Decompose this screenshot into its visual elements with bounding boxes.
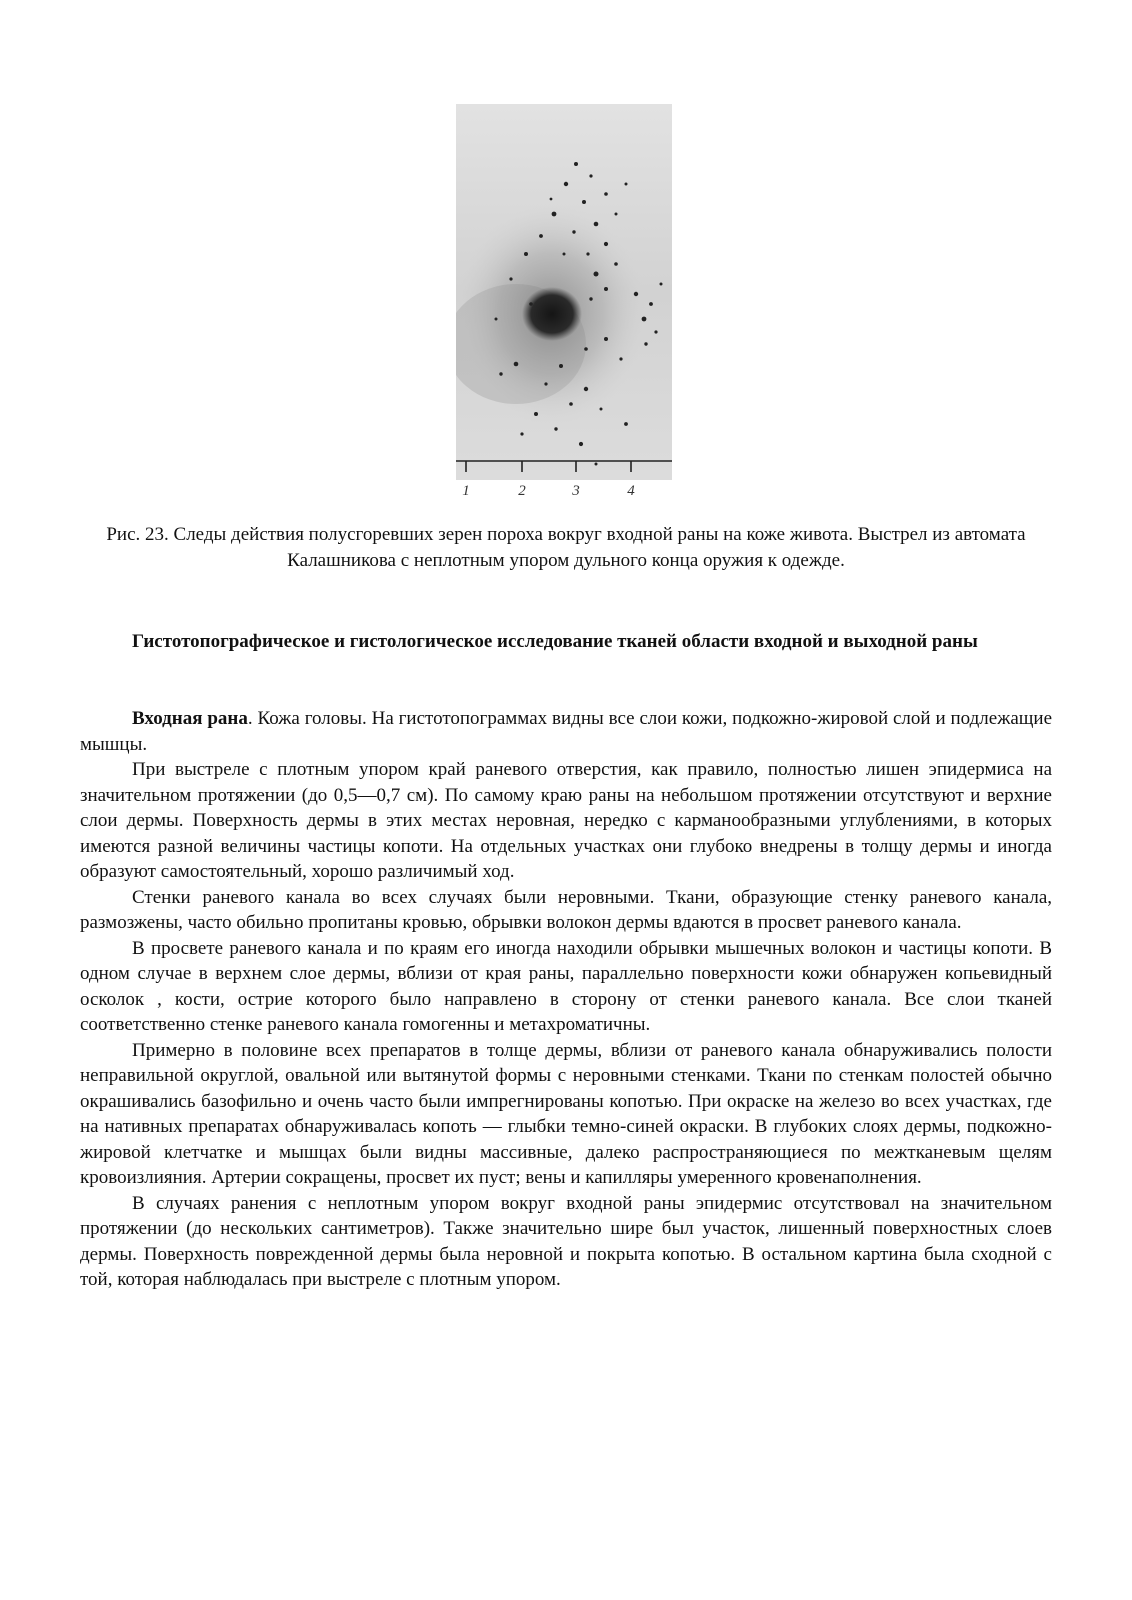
paragraph: При выстреле с плотным упором край раневого отверстия, как правило, полностью лишен эпидермиса на значительном протяжении (до 0,5—0,7 см). По самому краю раны на небольшом протяжении отсутствуют и верхние слои дермы. Поверхность дермы в этих местах неровная, нередко с карманообразными углублениями, в которых имеются разной величины частицы копоти. На отдельных участках они глубоко внедрены в толщу дермы и иногда образуют самостоятельный, хорошо различимый ход.	[80, 759, 1052, 882]
scale-tick-label: 2	[518, 483, 526, 499]
scale-tick-label: 3	[572, 483, 580, 499]
section-body	[80, 706, 1052, 1293]
scale-tick-label: 1	[462, 483, 470, 499]
paragraph: Стенки раневого канала во всех случаях были неровными. Ткани, образующие стенку раневого канала, размозжены, часто обильно пропитаны кровью, обрывки волокон дермы вдаются в просвет раневого канала.	[80, 886, 1052, 933]
entry-wound	[522, 287, 582, 341]
paragraph: В случаях ранения с неплотным упором вокруг входной раны эпидермис отсутствовал на значительном протяжении (до нескольких сантиметров). Также значительно шире был участок, лишенный поверхностных слоев дермы. Поверхность поврежденной дермы была неровной и покрыта копотью. В остальном картина была сходной с той, которая наблюдалась при выстреле с плотным упором.	[80, 1192, 1052, 1290]
skin-photograph	[456, 104, 678, 520]
section-heading: Гистотопографическое и гистологическое исследование тканей области входной и выходной раны	[132, 631, 978, 652]
figure-photo	[456, 104, 678, 520]
paragraph: Примерно в половине всех препаратов в толще дермы, вблизи от раневого канала обнаруживались полости неправильной округлой, овальной или вытянутой формы с неровными стенками. Ткани по стенкам полостей обычно окрашивались базофильно и очень часто были импрегнированы копотью. При окраске на железо во всех участках, где на нативных препаратах обнаруживалась копоть — глыбки темно-синей окраски. В глубоких слоях дермы, подкожно-жировой клетчатке и мышцах были видны массивные, далеко распространяющиеся по межтканевым щелям кровоизлияния. Артерии сокращены, просвет их пуст; вены и капилляры умеренного кровенаполнения.	[80, 1039, 1052, 1188]
paragraph-text: . Кожа головы. На гистотопограммах видны все слои кожи, подкожно-жировой слой и подлежащие мышцы.	[80, 708, 1052, 755]
figure-caption: Рис. 23. Следы действия полусгоревших зерен пороха вокруг входной раны на коже живота. Выстрел из автомата Калашникова с неплотным упором дульного конца оружия к одежде.	[106, 524, 1026, 571]
paragraph: В просвете раневого канала и по краям его иногда находили обрывки мышечных волокон и частицы копоти. В одном случае в верхнем слое дермы, вблизи от края раны, параллельно поверхности кожи обнаружен копьевидный осколок , кости, острие которого было направлено в сторону от стенки раневого канала. Все слои тканей соответственно стенке раневого канала гомогенны и метахроматичны.	[80, 937, 1052, 1035]
paragraph	[80, 706, 1052, 757]
scale-tick-label: 4	[627, 483, 635, 499]
lead-term: Входная рана	[132, 708, 248, 729]
